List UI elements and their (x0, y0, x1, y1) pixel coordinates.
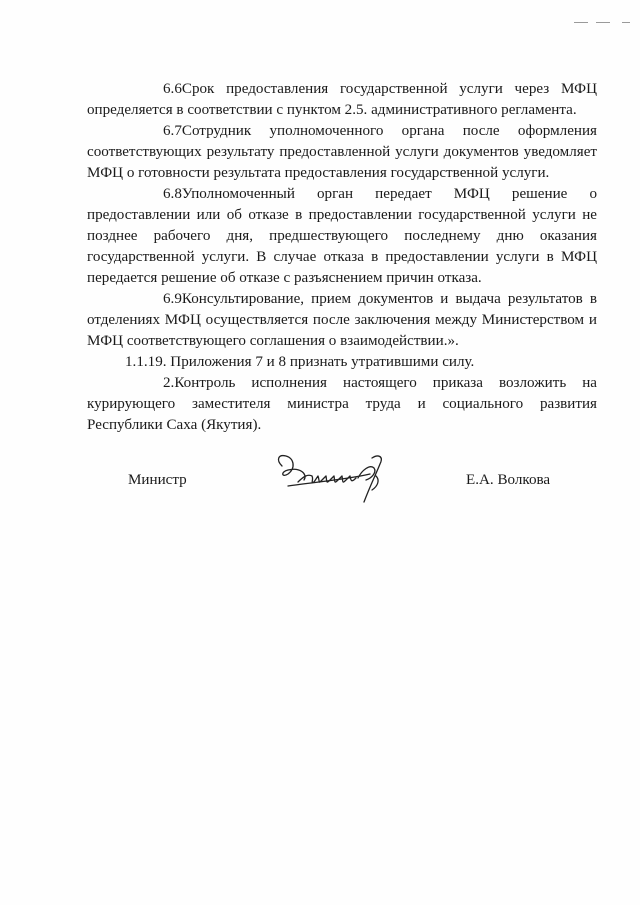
signatory-name: Е.А. Волкова (466, 472, 551, 488)
paragraph-6-9 (87, 289, 597, 352)
paragraph-2 (87, 373, 597, 436)
signatory-title: Министр (128, 472, 187, 488)
paragraph-text: Консультирование, прием документов и выдача результатов в отделениях МФЦ осуществляется после заключения между Министерством и МФЦ соответствующего соглашения о взаимодействии.». (87, 291, 597, 349)
paragraph-number: 6.9 (163, 291, 182, 307)
paragraph-number: 6.8 (163, 186, 182, 202)
signature-block (0, 460, 640, 510)
paragraph-1-1-19 (87, 352, 597, 373)
paragraph-6-7 (87, 121, 597, 184)
paragraph-text: Сотрудник уполномоченного органа после оформления соответствующих результату предоставленной услуги документов уведомляет МФЦ о готовности результата предоставления государственной услуги. (87, 123, 597, 181)
paragraph-text: Контроль исполнения настоящего приказа возложить на курирующего заместителя министра труда и социального развития Республики Саха (Якутия). (87, 375, 597, 433)
document-body (87, 79, 597, 436)
paragraph-number: 2. (163, 375, 175, 391)
handwritten-signature-icon (274, 452, 394, 508)
paragraph-number: 6.6 (163, 81, 182, 97)
paragraph-number: 6.7 (163, 123, 182, 139)
paragraph-text: Уполномоченный орган передает МФЦ решение о предоставлении или об отказе в предоставлении государственной услуги не позднее рабочего дня, предшествующего последнему дню оказания государственной услуги. В случае отказа в предоставлении услуги в МФЦ передается решение об отказе с разъяснением причин отказа. (87, 186, 597, 286)
paragraph-6-6 (87, 79, 597, 121)
paragraph-number: 1.1.19. (125, 354, 167, 370)
paragraph-text: Приложения 7 и 8 признать утратившими силу. (170, 354, 475, 370)
paragraph-6-8 (87, 184, 597, 289)
paragraph-text: Срок предоставления государственной услуги через МФЦ определяется в соответствии с пунктом 2.5. административного регламента. (87, 81, 597, 118)
scan-corner-marks (574, 22, 634, 26)
